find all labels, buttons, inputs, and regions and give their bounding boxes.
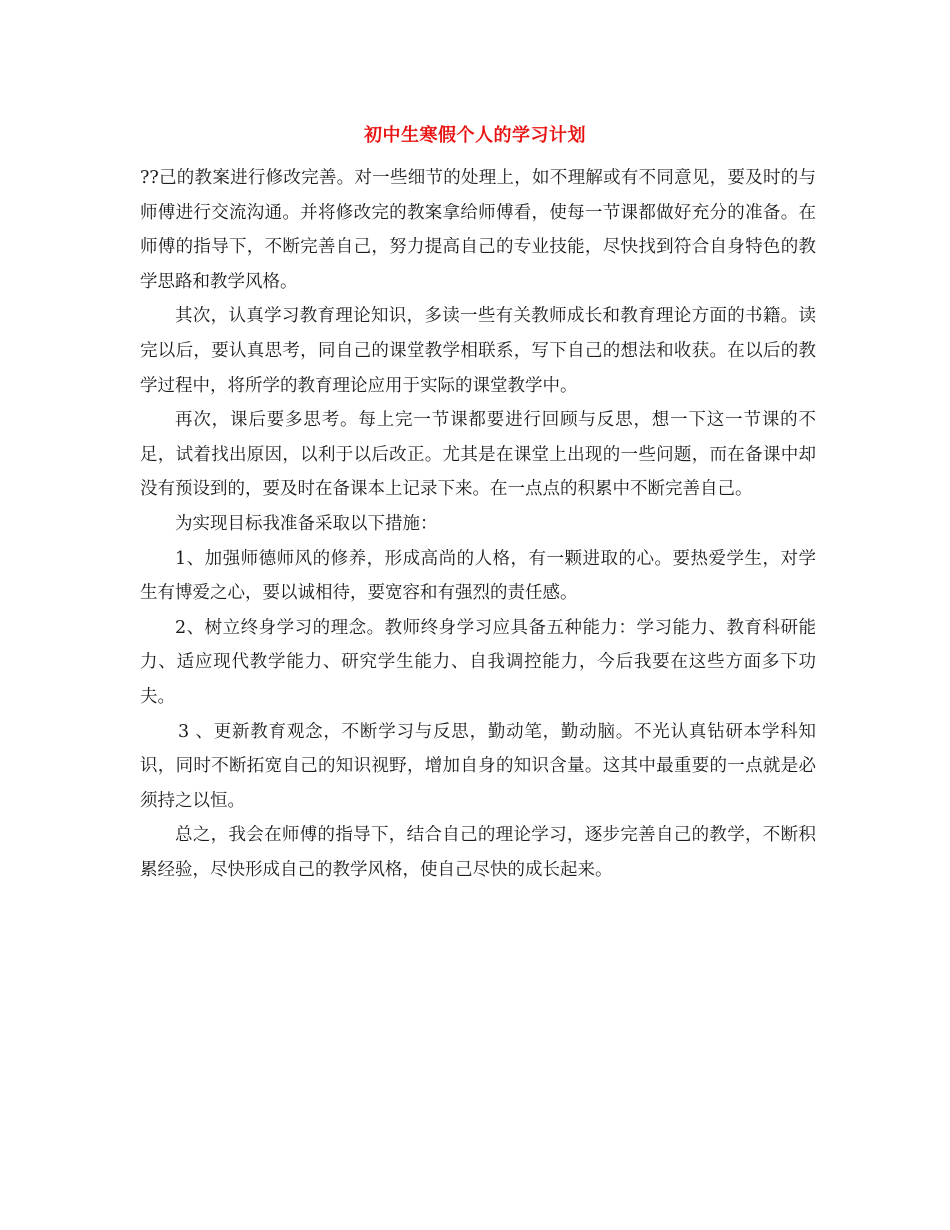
list-item-3: 3 、更新教育观念，不断学习与反思，勤动笔，勤动脑。不光认真钻研本学科知识，同时不断拓宽自己的知识视野，增加自身的知识含量。这其中最重要的一点就是必须持之以恒。 — [140, 721, 816, 811]
paragraph-third: 再次，课后要多思考。每上完一节课都要进行回顾与反思，想一下这一节课的不足，试着找出原因，以利于以后改正。尤其是在课堂上出现的一些问题，而在备课中却没有预设到的，要及时在备课本上记录下来。在一点点的积累中不断完善自己。 — [140, 410, 816, 500]
paragraph-conclusion: 总之，我会在师傅的指导下，结合自己的理论学习，逐步完善自己的教学，不断积累经验，尽快形成自己的教学风格，使自己尽快的成长起来。 — [140, 825, 816, 880]
list-item-1: 1、加强师德师风的修养，形成高尚的人格，有一颗进取的心。要热爱学生，对学生有博爱之心，要以诚相待，要宽容和有强烈的责任感。 — [140, 548, 816, 604]
paragraph-second: 其次，认真学习教育理论知识，多读一些有关教师成长和教育理论方面的书籍。读完以后，要认真思考，同自己的课堂教学相联系，写下自己的想法和收获。在以后的教学过程中，将所学的教育理论应用于实际的课堂教学中。 — [140, 306, 816, 396]
list-item-2: 2、树立终身学习的理念。教师终身学习应具备五种能力：学习能力、教育科研能力、适应现代教学能力、研究学生能力、自我调控能力，今后我要在这些方面多下功夫。 — [140, 617, 816, 707]
paragraph-continuation: ??己的教案进行修改完善。对一些细节的处理上，如不理解或有不同意见，要及时的与师傅进行交流沟通。并将修改完的教案拿给师傅看，使每一节课都做好充分的准备。在师傅的指导下，不断完善自己，努力提高自己的专业技能，尽快找到符合自身特色的教学思路和教学风格。 — [140, 168, 816, 292]
paragraph-measures-intro: 为实现目标我准备采取以下措施： — [175, 513, 438, 534]
document-body — [140, 161, 816, 887]
document-title: 初中生寒假个人的学习计划 — [364, 125, 586, 146]
